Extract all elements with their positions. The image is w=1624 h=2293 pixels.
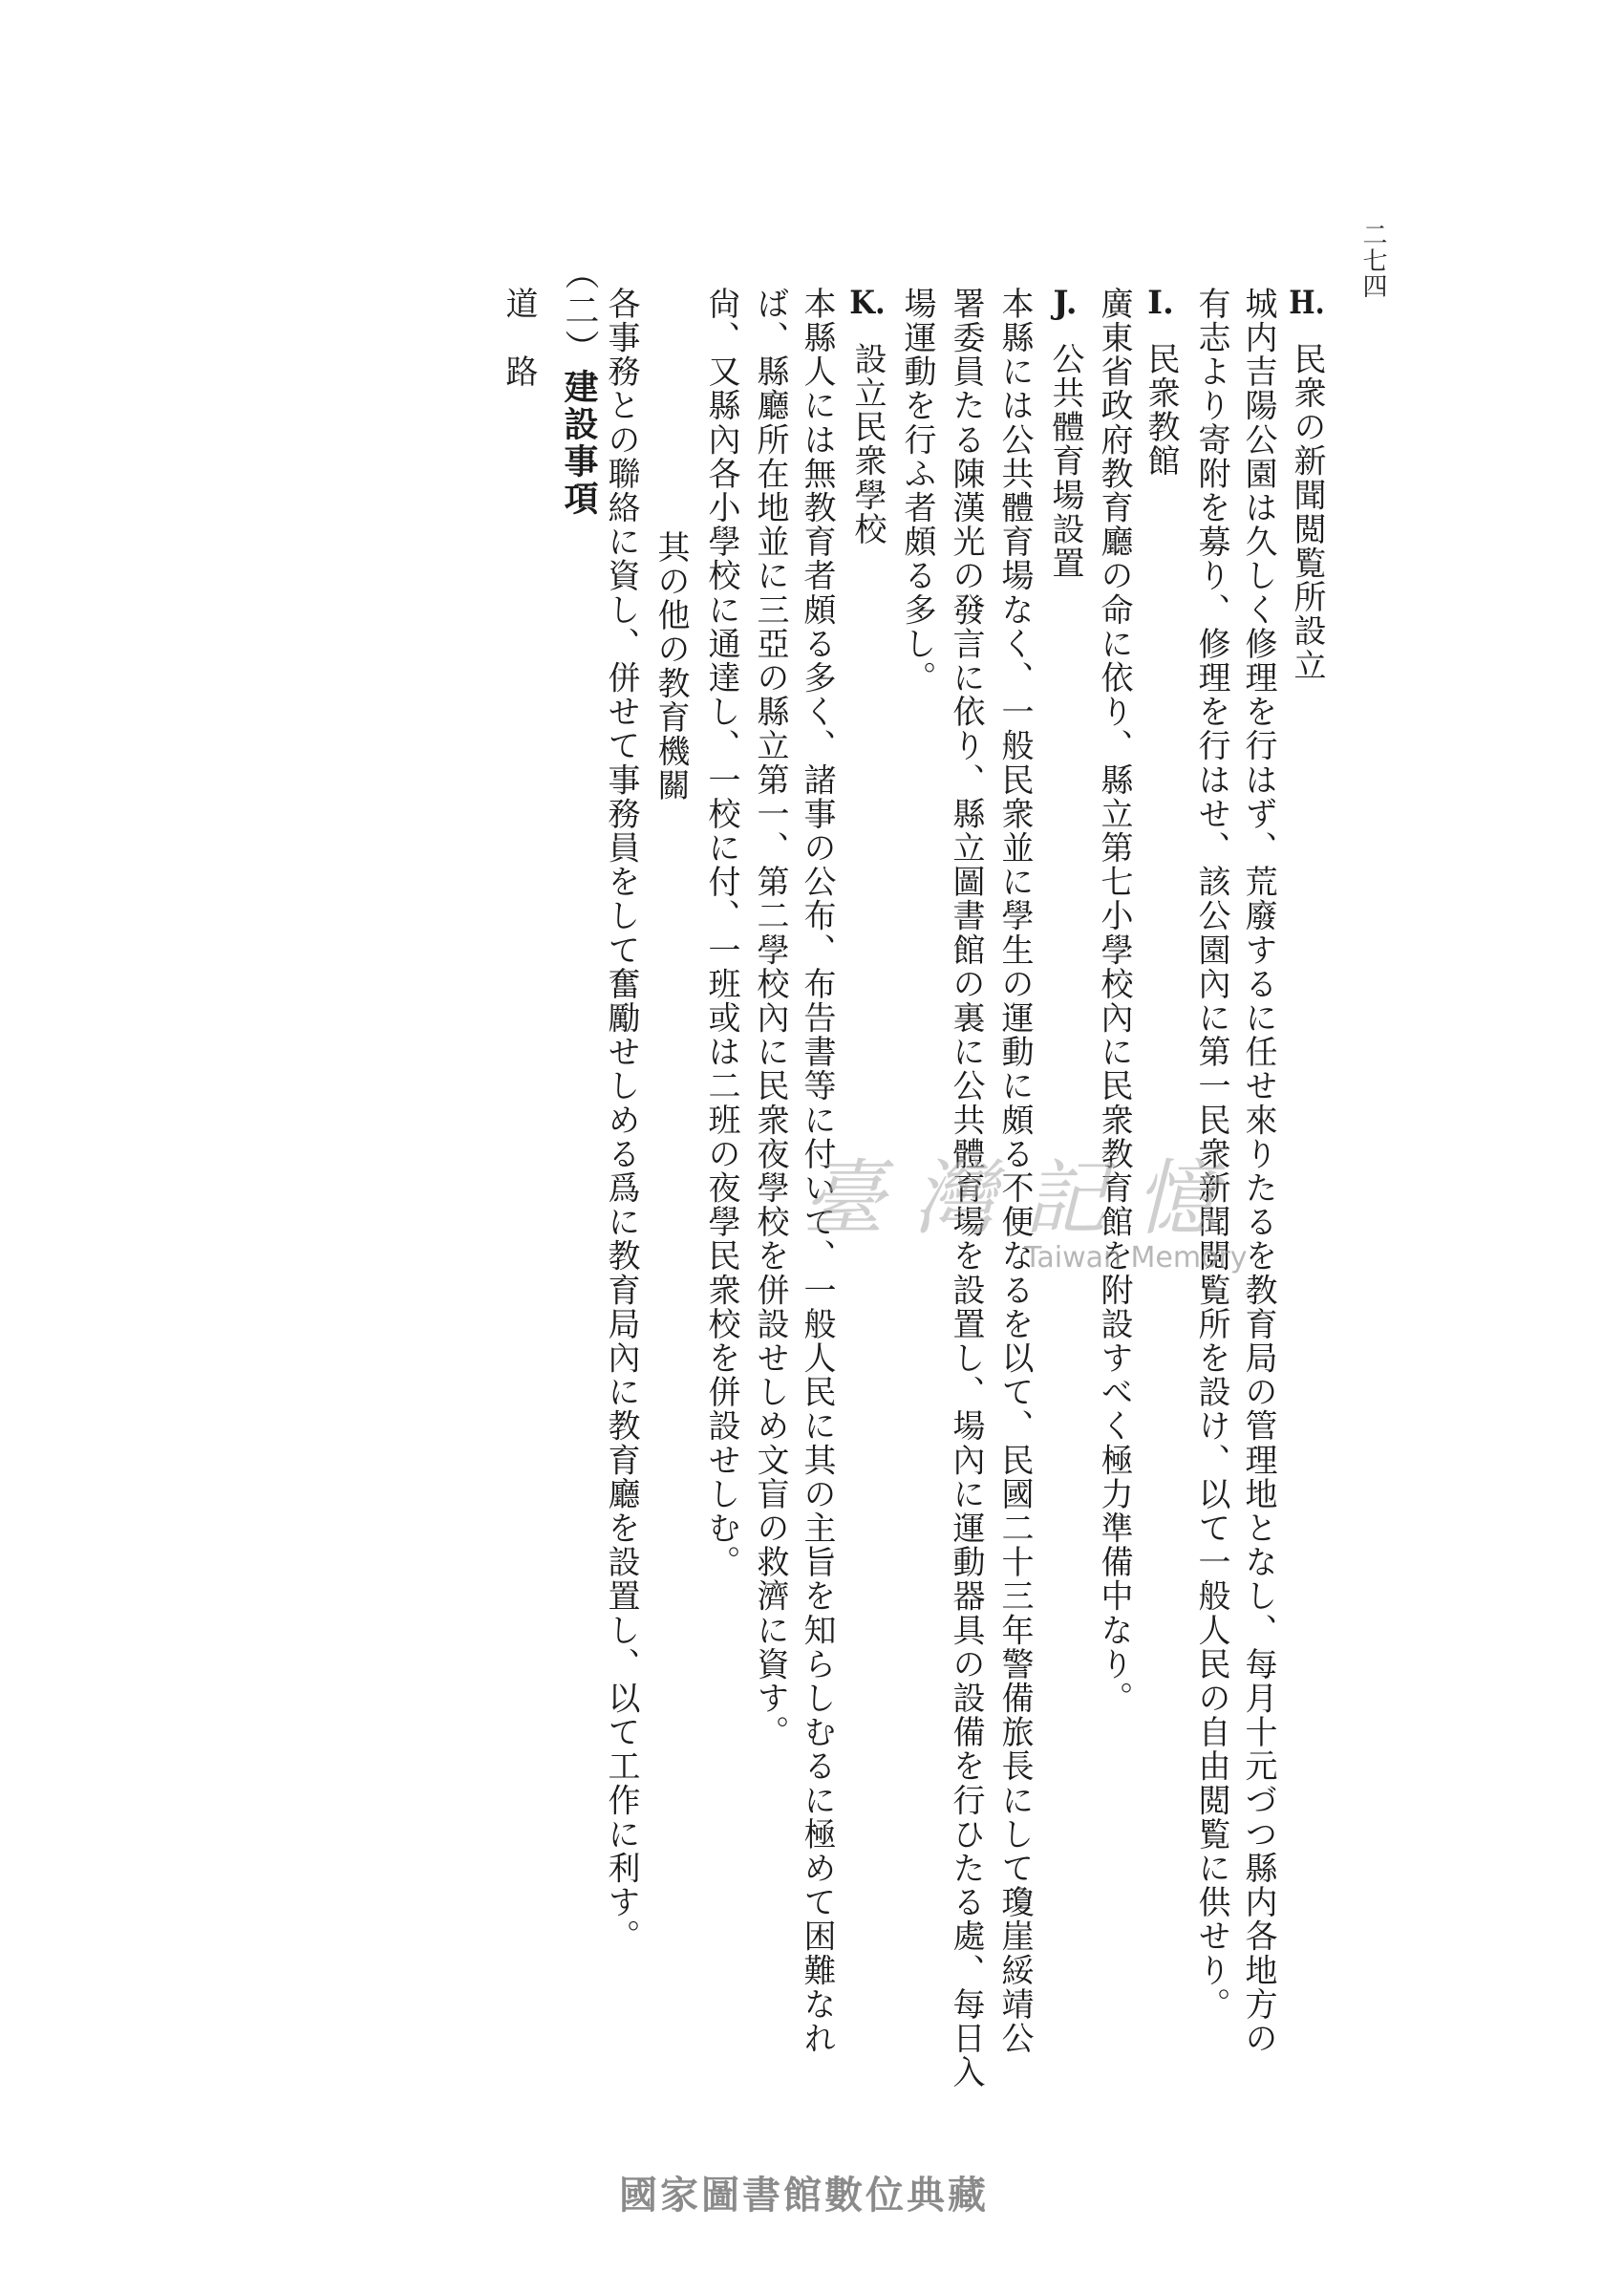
paragraph-line: 各事務との聯絡に資し、併せて事務員をして奮勵せしめる爲に教育局內に教育廳を設置し、以て工作に利す。 [602, 287, 640, 1954]
section-label: I. [1147, 287, 1174, 319]
chapter-title: 建設事項 [559, 369, 599, 518]
subsection-heading: 道 路 [500, 287, 538, 389]
section-heading-other: 其の他の教育機關 [652, 530, 690, 803]
paragraph-line: 場運動を行ふ者頗る多し。 [898, 287, 936, 696]
section-label: J. [1053, 287, 1078, 319]
paragraph-line: 城内吉陽公園は久しく修理を行はず、荒廢するに任せ來りたるを教育局の管理地となし、每月十元づつ縣内各地方の [1239, 287, 1277, 2056]
watermark-logo: 臺灣記憶 [802, 1151, 1246, 1247]
section-label: K. [849, 287, 886, 319]
chapter-number: （二） [560, 255, 599, 367]
section-heading-j [1046, 287, 1084, 581]
section-heading-h [1288, 287, 1326, 682]
paragraph-line: 廣東省政府教育廳の命に依り、縣立第七小學校內に民衆教育館を附設すべく極力準備中なり。 [1095, 287, 1133, 1716]
section-title: 民衆の新聞閲覧所設立 [1288, 342, 1326, 682]
paragraph-line: 本縣には公共體育場なく、一般民衆並に學生の運動に頗る不便なるを以て、民國二十三年警備旅長にして瓊崖綏靖公 [995, 287, 1034, 2056]
footer-credit: 國家圖書館數位典藏 [619, 2174, 989, 2218]
paragraph-line: 本縣人には無教育者頗る多く、諸事の公布、布告書等に付いて、一般人民に其の主旨を知らしむるに極めて困難なれ [798, 287, 836, 2056]
paragraph-line: ば、縣廳所在地並に三亞の縣立第一、第二學校內に民衆夜學校を併設せしめ文盲の救濟に資す。 [751, 287, 789, 1749]
paragraph-line: 尙、又縣內各小學校に通達し、一校に付、一班或は二班の夜學民衆校を併設せしむ。 [702, 287, 740, 1579]
watermark-subtitle: Taiwan Memory [1024, 1241, 1248, 1275]
paragraph-line: 有志より寄附を募り、修理を行はせ、該公園內に第一民衆新聞閲覧所を設け、以て一般人民の自由閲覧に供せり。 [1192, 287, 1230, 2022]
paragraph-line: 署委員たる陳漢光の發言に依り、縣立圖書館の裏に公共體育場を設置し、場內に運動器具の設備を行ひたる處、每日入 [947, 287, 985, 2089]
section-heading-i [1142, 287, 1180, 479]
section-title: 公共體育場設置 [1046, 342, 1084, 581]
section-label: H. [1289, 287, 1325, 319]
section-title: 民衆教館 [1142, 342, 1180, 479]
section-title: 設立民衆學校 [848, 342, 887, 546]
section-heading-k [848, 287, 887, 546]
chapter-heading [559, 255, 599, 518]
page-number: 二七四 [1358, 222, 1387, 299]
